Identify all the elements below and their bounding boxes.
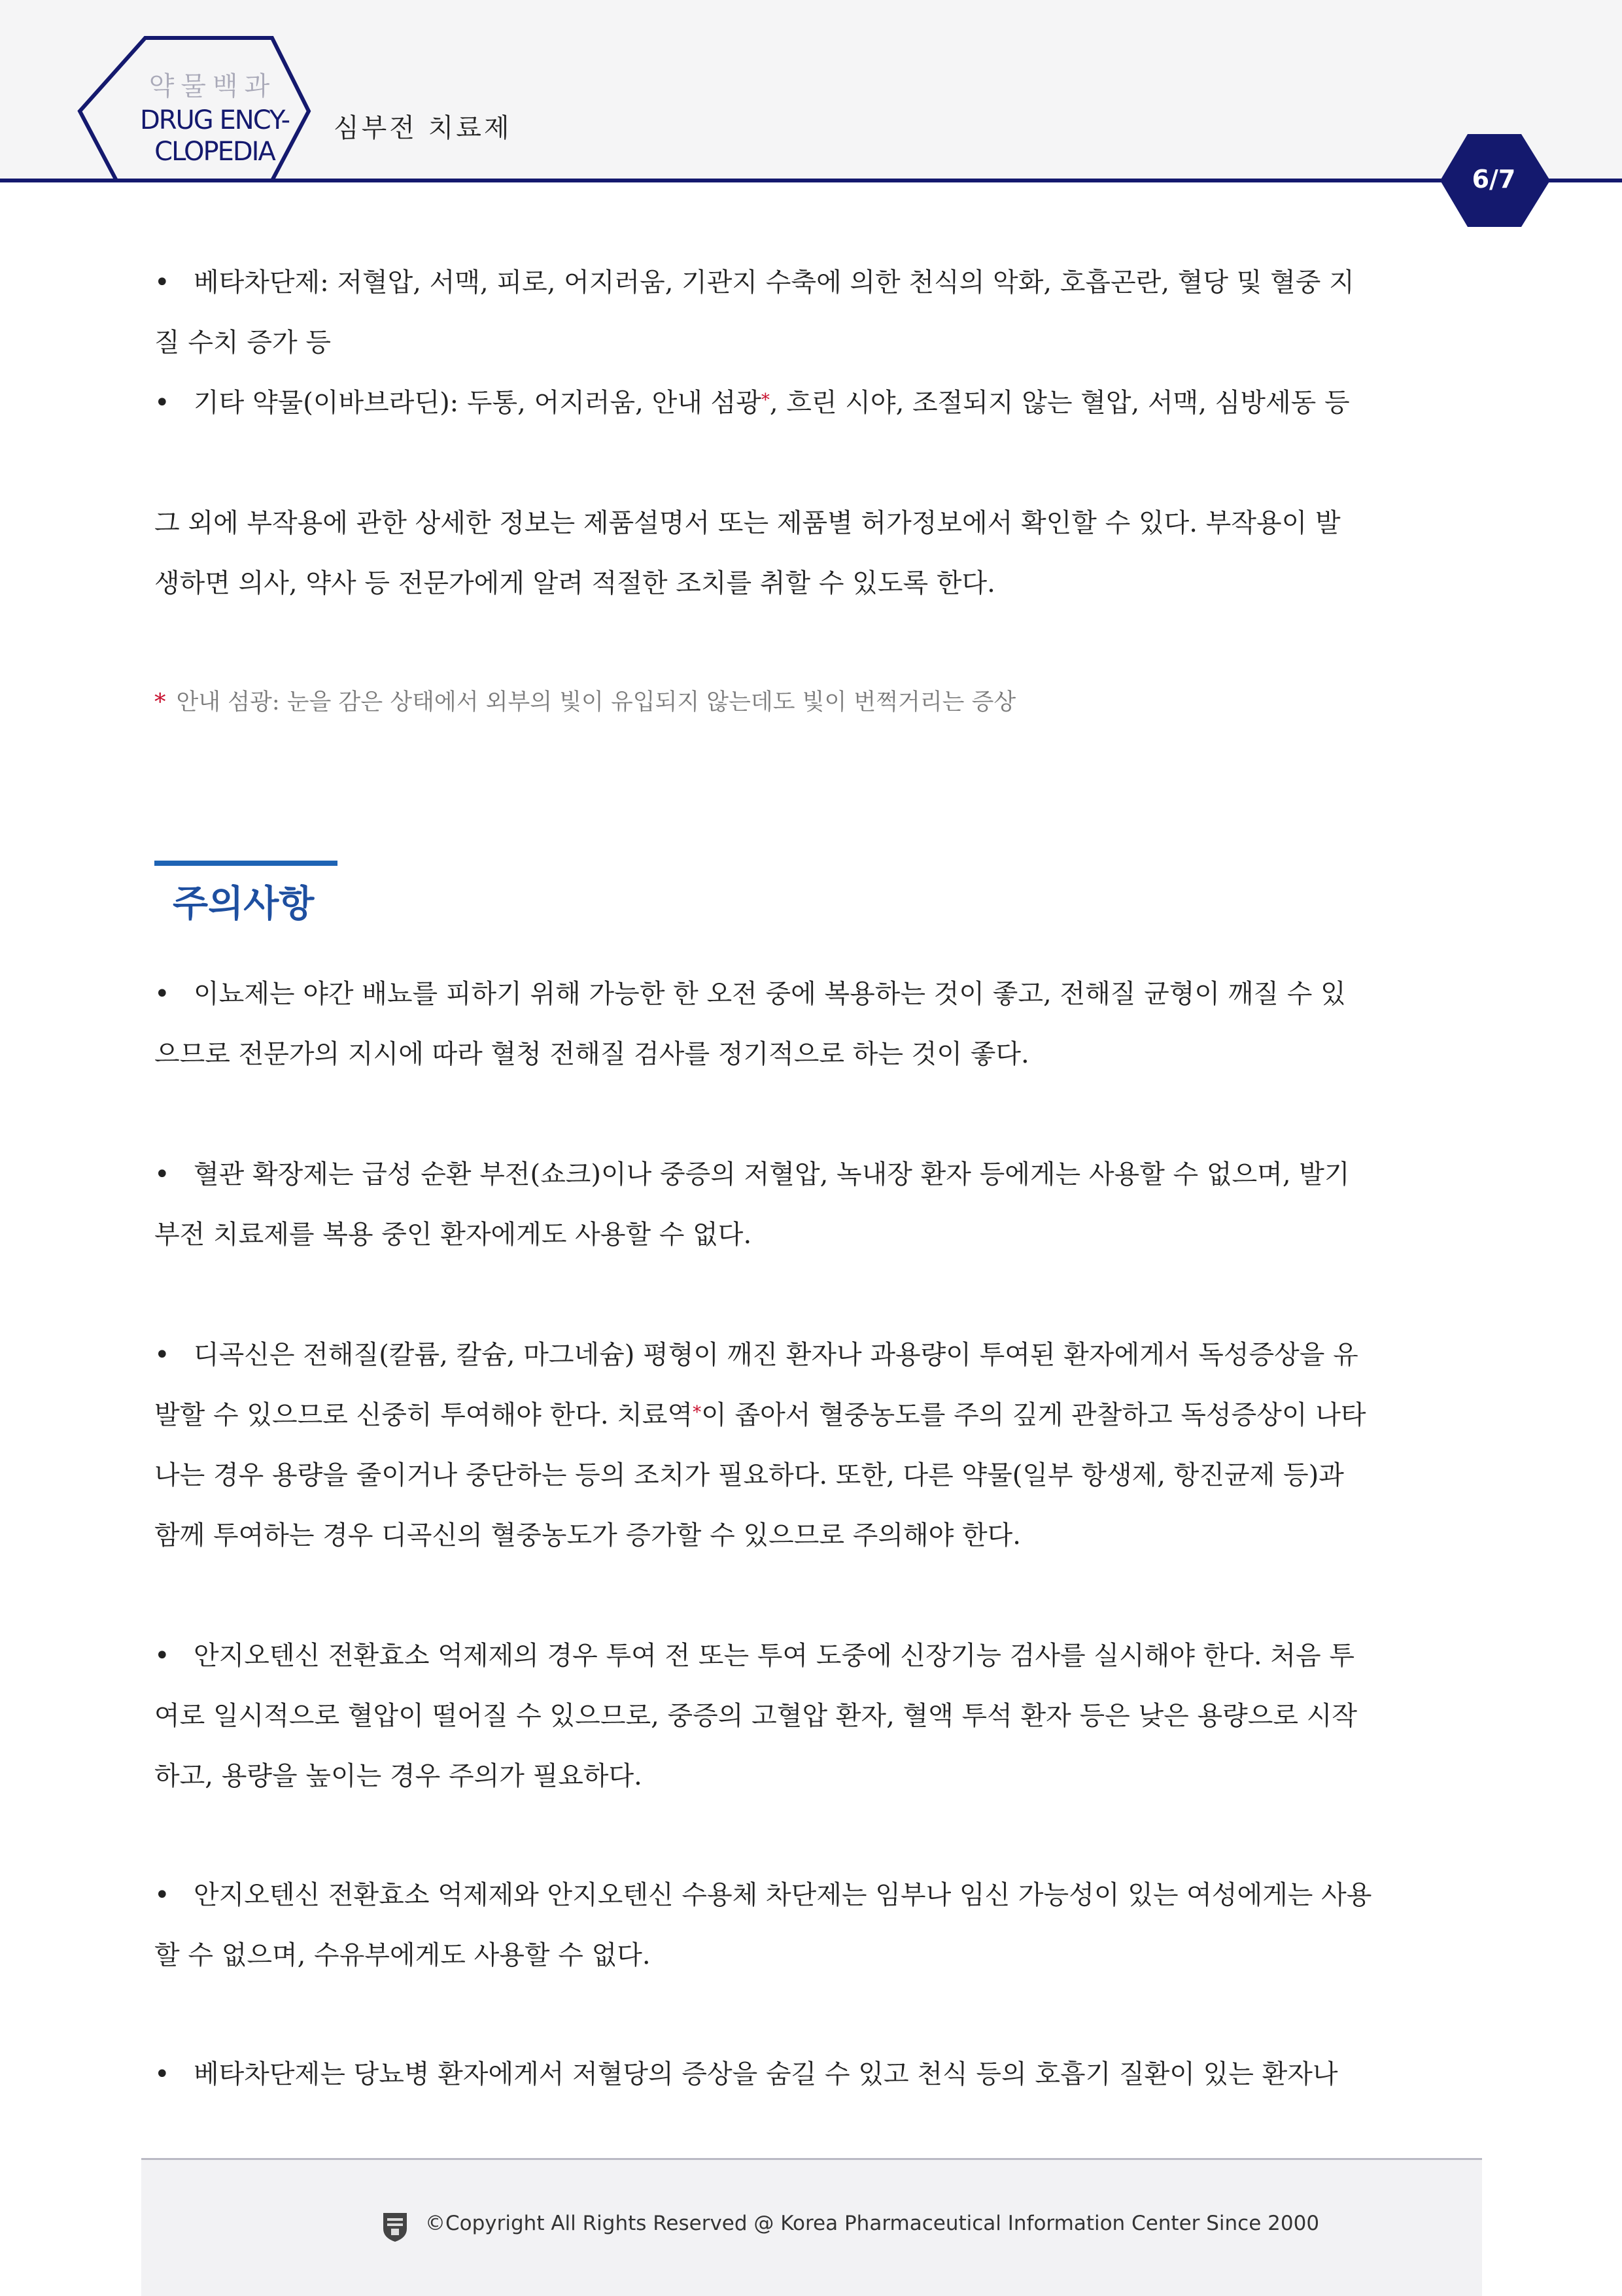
page-indicator: 6/7 <box>1472 165 1516 194</box>
list-item-continuation: 부전 치료제를 복용 중인 환자에게도 사용할 수 없다. <box>154 1220 752 1250</box>
precaution-item <box>154 1144 1469 1265</box>
copyright-text: ©Copyright All Rights Reserved @ Korea Pharmaceutical Information Center Since 2000 <box>425 2212 1320 2235</box>
bullet: • <box>154 1340 170 1370</box>
bullet: • <box>154 2059 170 2089</box>
bullet: • <box>154 1880 170 1910</box>
bullet: • <box>154 388 170 418</box>
list-item-continuation: 할 수 없으며, 수유부에게도 사용할 수 없다. <box>154 1940 651 1970</box>
list-item-text: 혈관 확장제는 급성 순환 부전(쇼크)이나 중증의 저혈압, 녹내장 환자 등에게는 사용할 수 없으며, 발기 <box>194 1159 1350 1190</box>
list-item-text: 기타 약물(이바브라딘): 두통, 어지러움, 안내 섬광 <box>194 388 761 418</box>
list-item-text: 이뇨제는 야간 배뇨를 피하기 위해 가능한 한 오전 중에 복용하는 것이 좋고, 전해질 균형이 깨질 수 있 <box>194 979 1346 1009</box>
footnote-marker: * <box>154 689 166 715</box>
side-effects-paragraph <box>154 493 1469 613</box>
logo-english-line1: DRUG ENCY- <box>139 105 290 135</box>
list-item-text: 발할 수 있으므로 신중히 투여해야 한다. 치료역 <box>154 1400 693 1430</box>
paragraph-line: 생하면 의사, 약사 등 전문가에게 알려 적절한 조치를 취할 수 있도록 한다. <box>154 568 995 598</box>
list-item-text: , 흐린 시야, 조절되지 않는 혈압, 서맥, 심방세동 등 <box>769 388 1350 418</box>
logo-korean: 약물백과 <box>148 71 277 101</box>
list-item <box>154 373 1469 433</box>
precaution-item <box>154 1626 1469 1806</box>
list-item-continuation <box>154 1385 1469 1445</box>
list-item-continuation: 여로 일시적으로 혈압이 떨어질 수 있으므로, 중증의 고혈압 환자, 혈액 투석 환자 등은 낮은 용량으로 시작 <box>154 1701 1358 1731</box>
footnote-marker: * <box>761 390 770 410</box>
bullet: • <box>154 267 170 298</box>
list-item <box>154 1626 1469 1686</box>
section-title: 주의사항 <box>173 883 315 925</box>
list-item-text: 이 좁아서 혈중농도를 주의 깊게 관찰하고 독성증상이 나타 <box>701 1400 1366 1430</box>
list-item-continuation: 함께 투여하는 경우 디곡신의 혈중농도가 증가할 수 있으므로 주의해야 한다. <box>154 1520 1021 1551</box>
precaution-item <box>154 1865 1469 1985</box>
bullet: • <box>154 979 170 1009</box>
side-effects-list <box>154 252 1469 433</box>
bullet: • <box>154 1159 170 1190</box>
list-item-continuation: 하고, 용량을 높이는 경우 주의가 필요하다. <box>154 1761 642 1791</box>
list-item-text: 베타차단제: 저혈압, 서맥, 피로, 어지러움, 기관지 수축에 의한 천식의 악화, 호흡곤란, 혈당 및 혈중 지 <box>194 267 1355 298</box>
list-item <box>154 1865 1469 1925</box>
list-item <box>154 1325 1469 1385</box>
list-item-text: 디곡신은 전해질(칼륨, 칼슘, 마그네슘) 평형이 깨진 환자나 과용량이 투여된 환자에게서 독성증상을 유 <box>194 1340 1358 1370</box>
paragraph-line: 그 외에 부작용에 관한 상세한 정보는 제품설명서 또는 제품별 허가정보에서 확인할 수 있다. 부작용이 발 <box>154 508 1341 538</box>
logo-english <box>129 105 300 167</box>
list-item <box>154 964 1469 1024</box>
list-item-continuation: 나는 경우 용량을 줄이거나 중단하는 등의 조치가 필요하다. 또한, 다른 약물(일부 항생제, 항진균제 등)과 <box>154 1460 1344 1490</box>
list-item <box>154 252 1469 313</box>
shield-icon <box>381 2210 409 2243</box>
list-item-text: 안지오텐신 전환효소 억제제와 안지오텐신 수용체 차단제는 임부나 임신 가능성이 있는 여성에게는 사용 <box>194 1880 1372 1910</box>
precaution-item <box>154 964 1469 1084</box>
bullet: • <box>154 1641 170 1671</box>
list-item <box>154 2044 1469 2104</box>
list-item-continuation: 으므로 전문가의 지시에 따라 혈청 전해질 검사를 정기적으로 하는 것이 좋다. <box>154 1039 1029 1069</box>
logo-english-line2: CLOPEDIA <box>154 137 275 167</box>
footnote-marker: * <box>693 1403 702 1422</box>
list-item-text: 안지오텐신 전환효소 억제제의 경우 투여 전 또는 투여 도중에 신장기능 검사를 실시해야 한다. 처음 투 <box>194 1641 1355 1671</box>
precaution-item <box>154 1325 1469 1566</box>
list-item-text: 베타차단제는 당뇨병 환자에게서 저혈당의 증상을 숨길 수 있고 천식 등의 호흡기 질환이 있는 환자나 <box>194 2059 1338 2089</box>
document-title: 심부전 치료제 <box>334 113 512 143</box>
footnote-text: 안내 섬광: 눈을 감은 상태에서 외부의 빛이 유입되지 않는데도 빛이 번쩍거리는 증상 <box>176 689 1016 715</box>
section-accent-bar <box>154 861 337 866</box>
precaution-item <box>154 2044 1469 2104</box>
list-item-continuation: 질 수치 증가 등 <box>154 328 331 358</box>
footnote <box>154 684 1016 717</box>
list-item <box>154 1144 1469 1205</box>
